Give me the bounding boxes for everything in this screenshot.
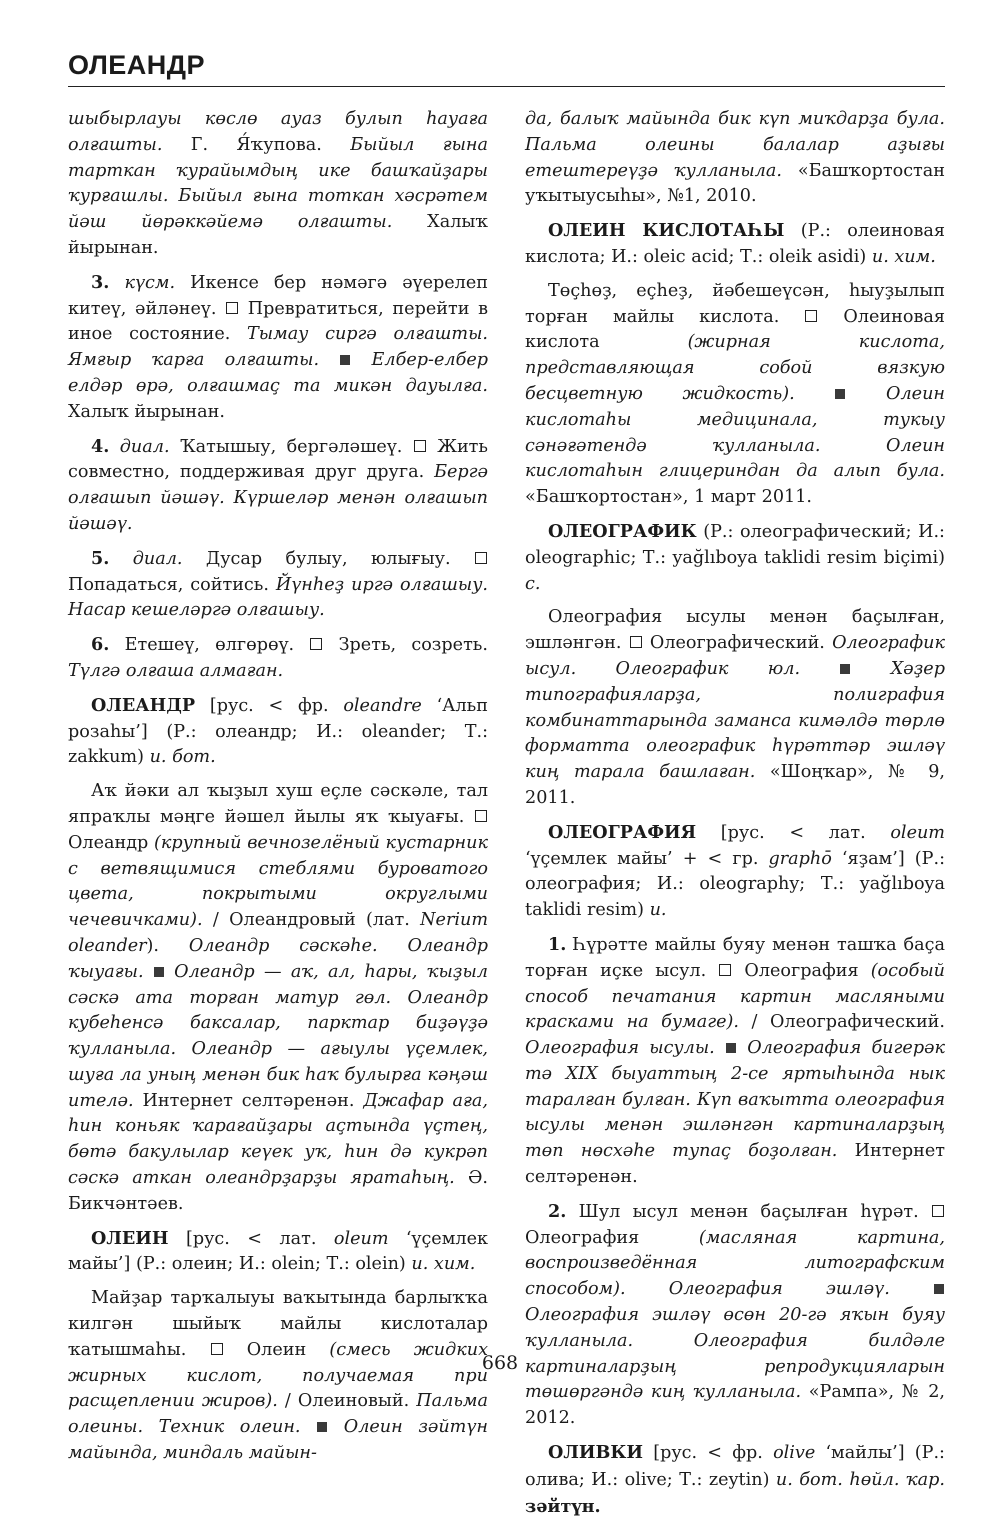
entry-olein-kislotahy-body: Төҫһөҙ, еҫһеҙ, йәбешеүсән, һыуҙылып торған майлы кислота. Олеиновая кислота (жирная кислота, представляющая собой вязкую бесцветную жидкость). Олеин кислотаһы медицинала, тукыу сәнәғәтендә ҡулланыла. Олеин кислотаһын глицериндан да алып була. «Башҡортостан», 1 март 2011. [525, 280, 945, 508]
entry-continuation: шыбырлауы көслө ауаз булып һауаға олғашты. Г. Я́ҡупова. Быйыл ғына тарткан ҡурайымдың ике башҡайҙары ҡурғашлы. Быйыл ғына тоткан хәсрәтем йәш йөрәккәйемә олғашты. Халыҡ йырынан. [68, 109, 489, 258]
square-icon [475, 810, 487, 822]
entry-olein-head: ОЛЕИН [рус. < лат. oleum ‘үҫемлек майы’] (Р.: олеин; И.: olein; Т.: olein) и. хим. [68, 1227, 488, 1275]
sense-3: 3. күсм. Икенсе бер нәмәгә әүерелеп китеү, әйләнеү. Превратиться, перейти в иное состояние. Тымау сиргә олғашты. Ямғыр ҡарға олғашты. Елбер-елбер елдәр өрә, олғашмаҫ та микән дауылға. Халыҡ йырынан. [68, 271, 488, 422]
sense-4: 4. диал. Ҡатышыу, бергәләшеү. Жить совместно, поддерживая друг друга. Бергә олғашып йәшәү. Күршеләр менән олғашып йәшәү. [68, 435, 488, 534]
square-icon [719, 964, 731, 976]
example-bullet-icon [835, 389, 845, 399]
example-bullet-icon [726, 1043, 736, 1053]
entry-olein-kislotahy-head: ОЛЕИН КИСЛОТАҺЫ (Р.: олеиновая кислота; И.: oleic acid; Т.: oleik asidi) и. хим. [525, 220, 945, 267]
headword-olein-kislotahy: ОЛЕИН КИСЛОТАҺЫ [548, 220, 785, 242]
sense-5: 5. диал. Дусар булыу, юлығыу. Попадаться, сойтись. Йүнһеҙ иргә олғашыу. Насар кешеләргә олғашыу. [68, 547, 488, 621]
square-icon [414, 440, 426, 452]
cross-reference: зәйтүн. [525, 1495, 601, 1517]
example-bullet-icon [840, 664, 850, 674]
square-icon [226, 302, 238, 314]
entry-olivki-head: ОЛИВКИ [рус. < фр. olive ‘майлы’] (Р.: олива; И.: olive; Т.: zeytin) и. бот. һөйл. ҡар. зәйтүн. [525, 1442, 945, 1517]
headword-oleografik: ОЛЕОГРАФИК [548, 520, 697, 542]
entry-oleografiya-head: ОЛЕОГРАФИЯ [рус. < лат. oleum ‘үҫемлек майы’ + < гр. graphō ‘яҙам’] (Р.: олеография; И.: oleography; Т.: yağlıboya taklidi resim) и. [525, 821, 945, 921]
header-rule [68, 86, 945, 87]
left-column [68, 107, 488, 1475]
headword-olein: ОЛЕИН [91, 1227, 169, 1249]
headword-oleandr: ОЛЕАНДР [91, 694, 196, 716]
square-icon [475, 552, 487, 564]
example-bullet-icon [154, 967, 164, 977]
page-number: 668 [481, 1352, 519, 1374]
square-icon [805, 310, 817, 322]
sense-1: 1. Һүрәтте майлы буяу менән ташҡа баҫа торған иҫке ысул. Олеография (особый способ печатания картин масляными красками на бумаге). / Олеографический. Олеография ысулы. Олеография бигерәк тә XIX быуаттың 2-се яртыһында нык таралған булған. Күп ваҡытта олеография ысулы менән эшләнгән картиналарҙың төп нөсхәһе тупаҫ боҙолған. Интернет селтәренән. [525, 933, 945, 1188]
entry-oleografik-head: ОЛЕОГРАФИК (Р.: олеографический; И.: oleographic; Т.: yağlıboya taklidi resim biçimi) с. [525, 520, 945, 594]
entry-oleandr-head: ОЛЕАНДР [рус. < фр. oleandre ‘Альп розаһы’] (Р.: олеандр; И.: oleander; Т.: zakkum) и. бот. [68, 694, 488, 768]
example-bullet-icon [317, 1422, 327, 1432]
right-column [525, 107, 945, 1528]
square-icon [630, 636, 642, 648]
example-bullet-icon [340, 355, 350, 365]
headword-olivki: ОЛИВКИ [548, 1442, 644, 1464]
running-title: ОЛЕАНДР [68, 50, 206, 80]
sense-2: 2. Шул ысул менән баҫылған һүрәт. Олеография (масляная картина, воспроизведённая литографским способом). Олеография эшләү. Олеография эшләү өсөн 20-гә яҡын буяу ҡулланыла. Олеография билдәле картиналарҙың репродукцияларын төшөргәндә киң ҡулланыла. «Рампа», № 2, 2012. [525, 1200, 945, 1429]
square-icon [932, 1205, 944, 1217]
entry-oleandr-body: Аҡ йәки ал ҡыҙыл хуш еҫле сәскәле, тал япраҡлы мәңге йәшел йылы яҡ ҡыуағы. Олеандр (крупный вечнозелёный кустарник с ветвящимися стеблями буроватого цвета, покрытыми округлыми чечевичками). / Олеандровый (лат. Nerium oleander). Олеандр сәскәһе. Олеандр ҡыуағы. Олеандр — аҡ, ал, һары, ҡыҙыл сәскә ата торған матур гөл. Олеандр кубеһенсә баксалар, парктар биҙәүҙә ҡулланыла. Олеандр — ағыулы үҫемлек, шуға ла уның менән бик һаҡ булырға кәңәш ителә. Интернет селтәренән. Джафар аға, һин коньяк ҡарағайҙары аҫтында үҫтең, бөтә бакулылар кеүек уҡ, һин дә кукрәп сәскә аткан олеандрҙарҙы яратаһың. Ә. Бикчәнтәев. [68, 781, 489, 1214]
sense-6: 6. Етешеү, өлгөрөү. Зреть, созреть. Түлгә олғаша алмаған. [68, 634, 488, 681]
headword-oleografiya: ОЛЕОГРАФИЯ [548, 821, 697, 843]
example-bullet-icon [934, 1284, 944, 1294]
entry-oleografik-body: Олеография ысулы менән баҫылған, эшләнгән. Олеографический. Олеографик ысул. Олеографик юл. Хәҙер типографияларҙа, полиграфия комбинаттарында заманса кимәлдә төрлө форматта олеографик һүрәттәр эшләү киң тарала башлаған. «Шоңҡар», № 9, 2011. [525, 607, 945, 808]
entry-olein-continuation: да, балыҡ майында бик күп миҡдарҙа була. Пальма олеины балалар аҙығы етештереүҙә ҡулланыла. «Башҡортостан уҡытыусыһы», №1, 2010. [525, 109, 945, 207]
entry-olein-body: Майҙар тарҡалыуы ваҡытында барлыҡҡа килгән шыйыҡ майлы кислоталар ҡатышмаһы. Олеин (смесь жидких жирных кислот, получаемая при расщеплении жиров). / Олеиновый. Пальма олеины. Техник олеин. Олеин зәйтүн майында, миндаль майын- [68, 1288, 489, 1464]
square-icon [310, 638, 322, 650]
